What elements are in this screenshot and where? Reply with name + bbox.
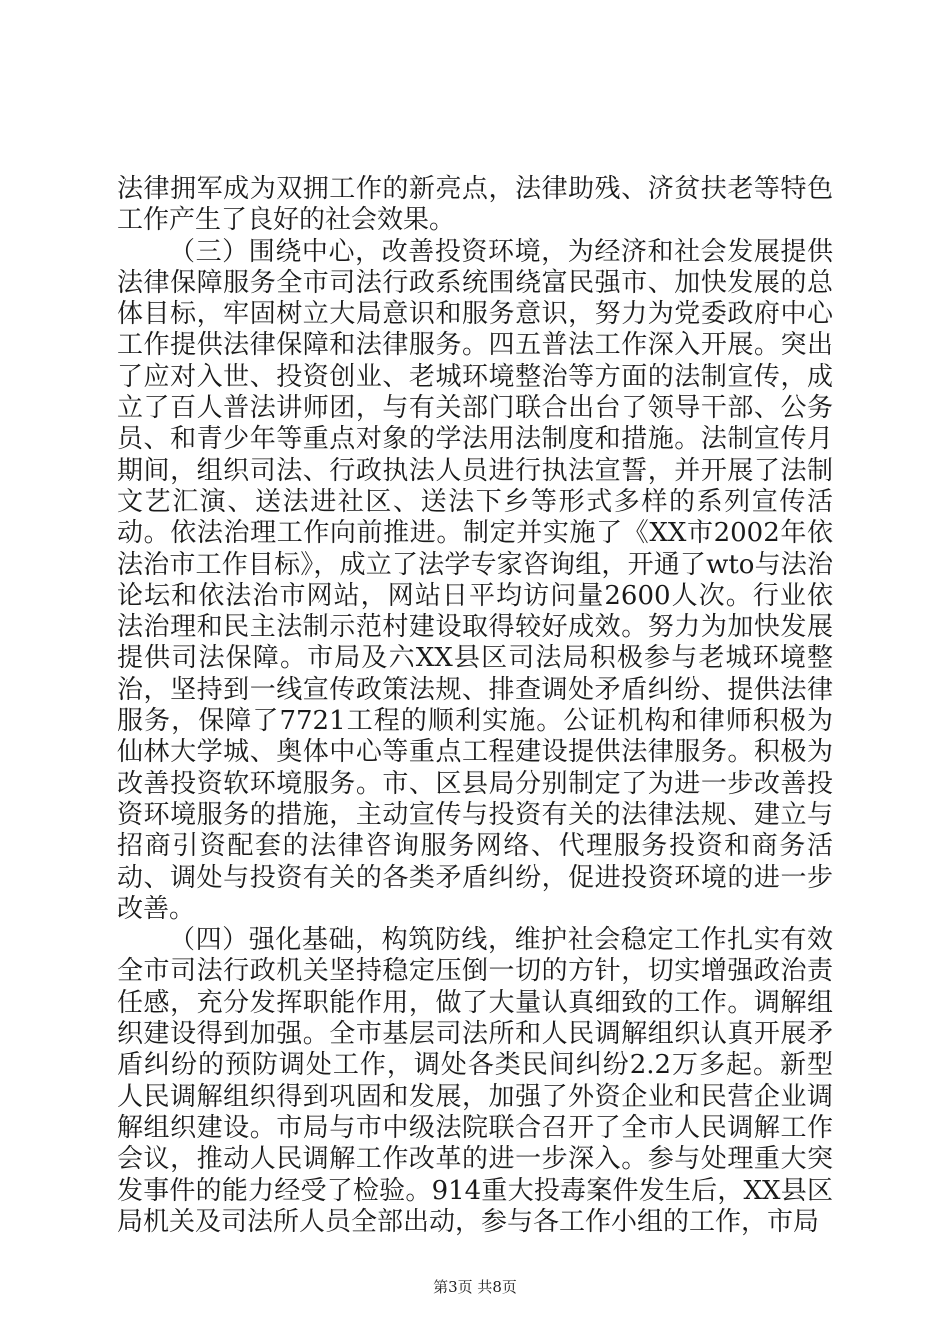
paragraph-continuation: 法律拥军成为双拥工作的新亮点，法律助残、济贫扶老等特色工作产生了良好的社会效果。 [117,174,833,236]
paragraph-section-four: （四）强化基础，构筑防线，维护社会稳定工作扎实有效全市司法行政机关坚持稳定压倒一切的方针，切实增强政治责任感，充分发挥职能作用，做了大量认真细致的工作。调解组织建设得到加强。全市基层司法所和人民调解组织认真开展矛盾纠纷的预防调处工作，调处各类民间纠纷2.2万多起。新型人民调解组织得到巩固和发展，加强了外资企业和民营企业调解组织建设。市局与市中级法院联合召开了全市人民调解工作会议，推动人民调解工作改革的进一步深入。参与处理重大突发事件的能力经受了检验。914重大投毒案件发生后，XX县区局机关及司法所人员全部出动，参与各工作小组的工作，市局 [117,925,833,1237]
paragraph-section-three: （三）围绕中心，改善投资环境，为经济和社会发展提供法律保障服务全市司法行政系统围绕富民强市、加快发展的总体目标，牢固树立大局意识和服务意识，努力为党委政府中心工作提供法律保障和法律服务。四五普法工作深入开展。突出了应对入世、投资创业、老城环境整治等方面的法制宣传，成立了百人普法讲师团，与有关部门联合出台了领导干部、公务员、和青少年等重点对象的学法用法制度和措施。法制宣传月期间，组织司法、行政执法人员进行执法宣誓，并开展了法制文艺汇演、送法进社区、送法下乡等形式多样的系列宣传活动。依法治理工作向前推进。制定并实施了《XX市2002年依法治市工作目标》，成立了法学专家咨询组，开通了wto与法治论坛和依法治市网站，网站日平均访问量2600人次。行业依法治理和民主法制示范村建设取得较好成效。努力为加快发展提供司法保障。市局及六XX县区司法局积极参与老城环境整治，坚持到一线宣传政策法规、排查调处矛盾纠纷、提供法律服务，保障了7721工程的顺利实施。公证机构和律师积极为仙林大学城、奥体中心等重点工程建设提供法律服务。积极为改善投资软环境服务。市、区县局分别制定了为进一步改善投资环境服务的措施，主动宣传与投资有关的法律法规、建立与招商引资配套的法律咨询服务网络、代理服务投资和商务活动、调处与投资有关的各类矛盾纠纷，促进投资环境的进一步改善。 [117,236,833,924]
document-body [117,174,833,1238]
page-number-footer: 第3页 共8页 [433,1278,517,1296]
